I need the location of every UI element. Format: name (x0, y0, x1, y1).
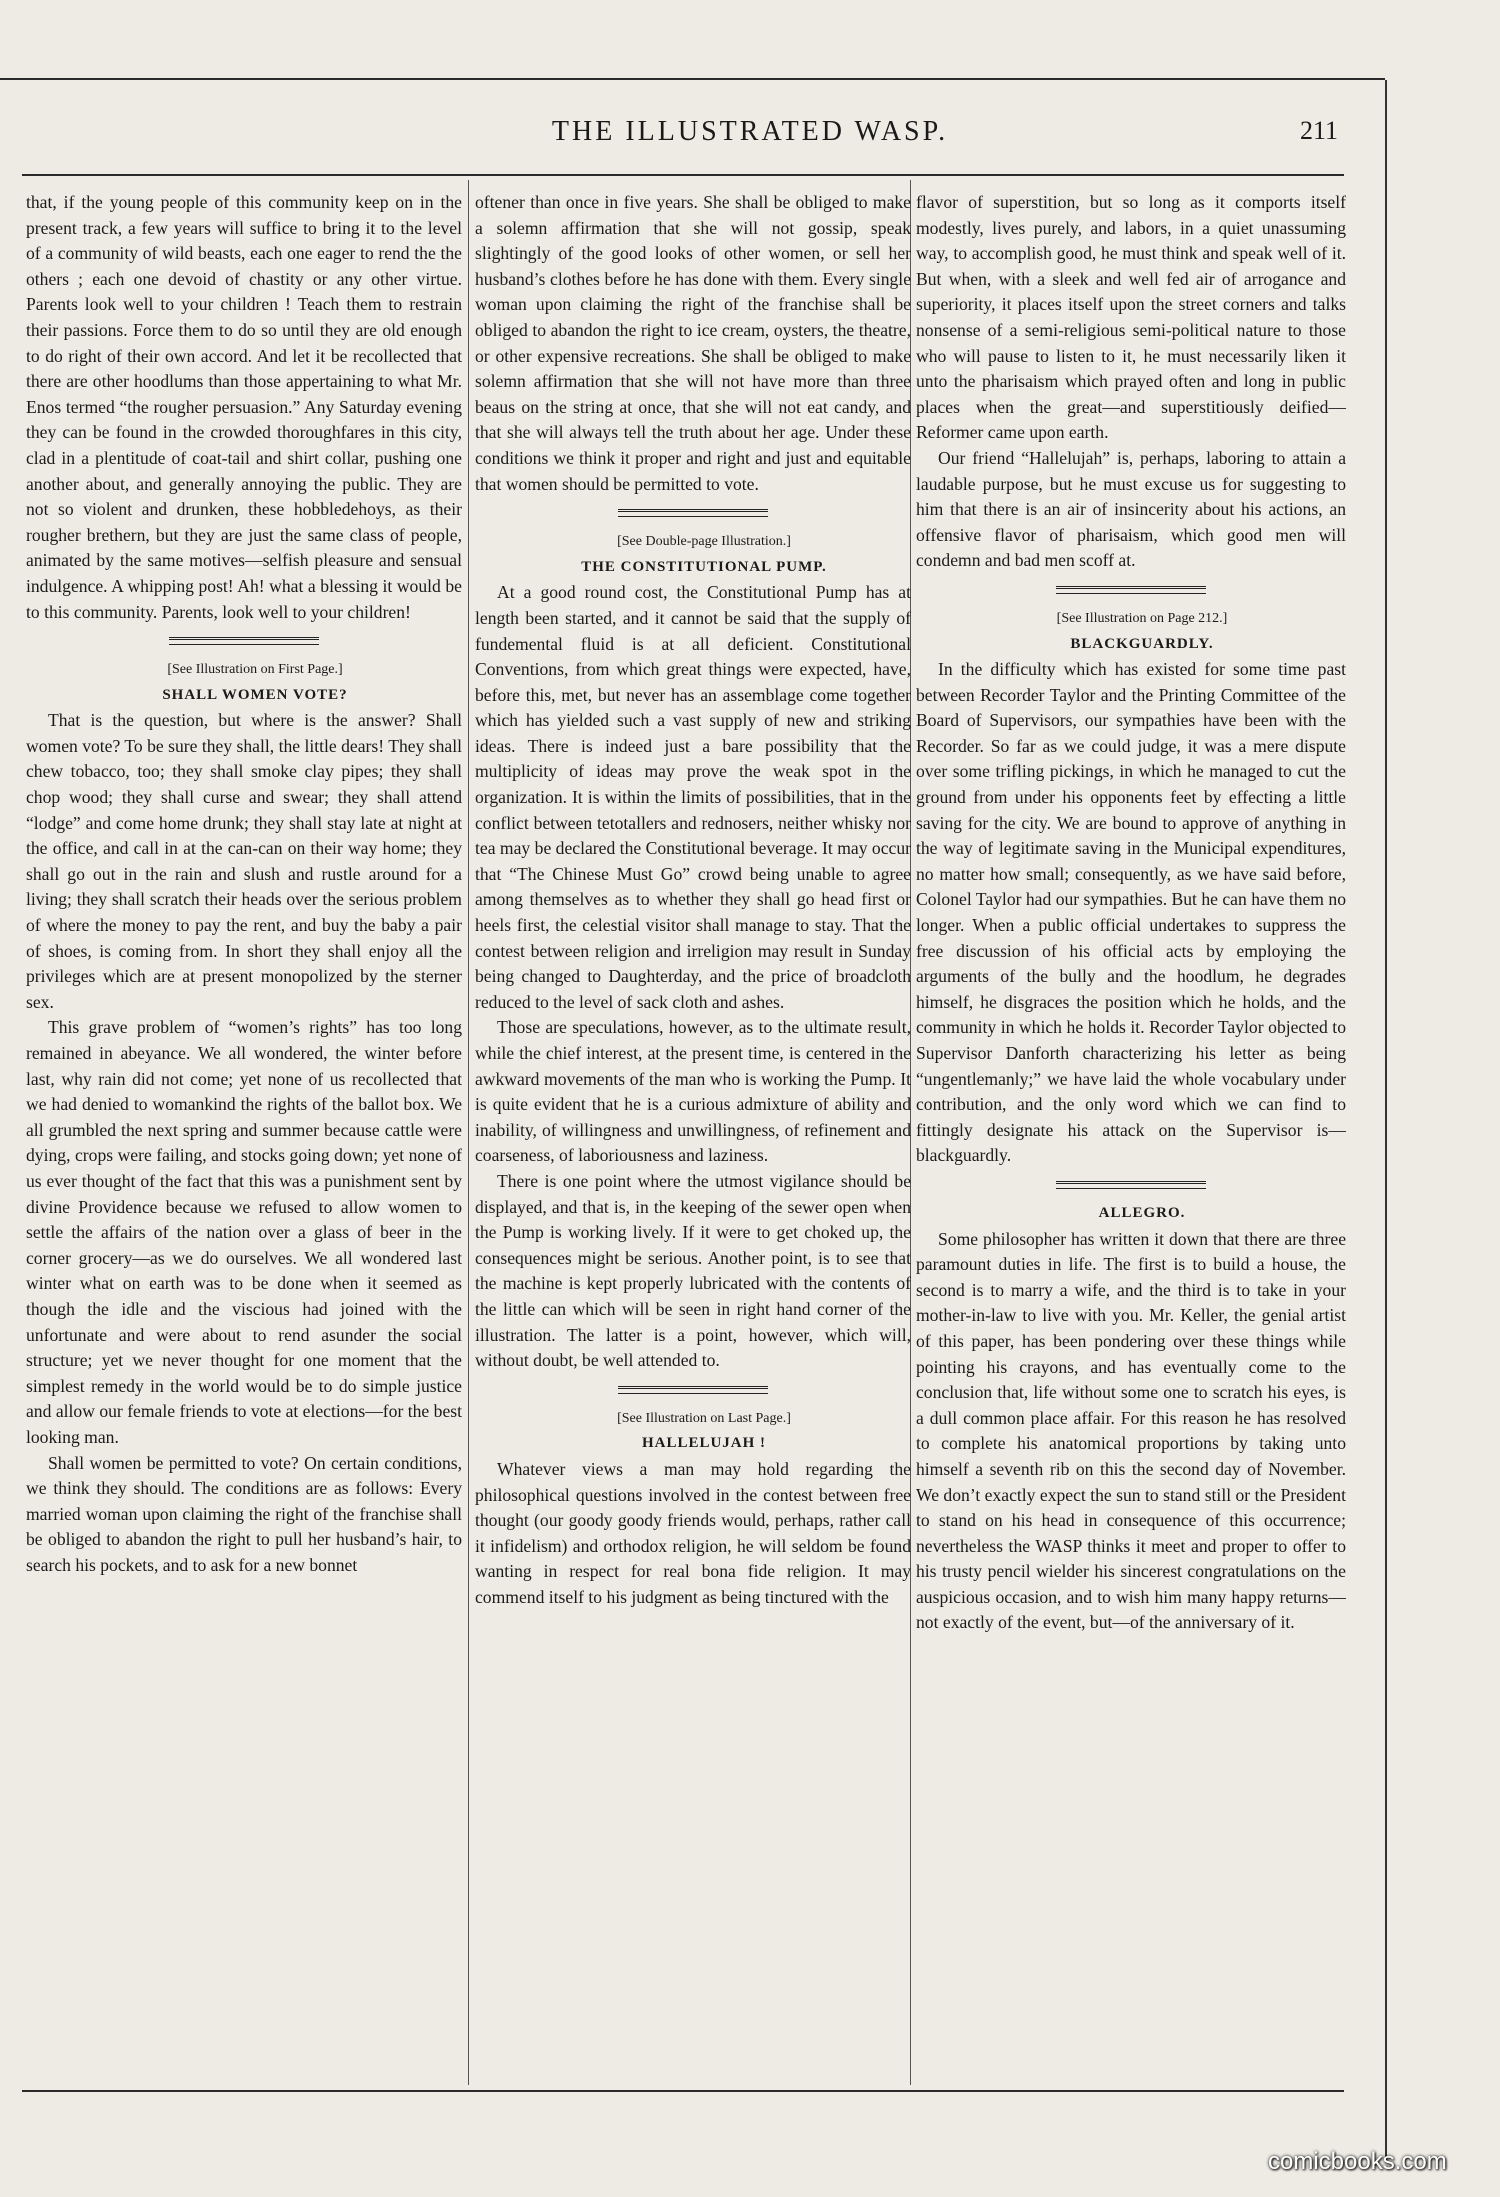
bottom-rule (22, 2090, 1344, 2092)
column-divider-1 (468, 180, 469, 2085)
article-heading-constitutional-pump: THE CONSTITUTIONAL PUMP. (581, 558, 827, 575)
article-paragraph: Whatever views a man may hold regarding the philosophical questions involved in the contest between free thought (our goody goody friends would, perhaps, rather call it infidelism) and orthodox religion, he will seldom be found wanting in respect for real bona fide religion. It may commend itself to his judgment as being tinctured with the (475, 1458, 911, 1607)
column-3 (916, 190, 1346, 1636)
section-separator (618, 509, 768, 517)
article-heading-shall-women-vote: SHALL WOMEN VOTE? (162, 686, 348, 703)
masthead-title: THE ILLUSTRATED WASP. (551, 116, 949, 147)
column-2 (475, 190, 911, 1610)
section-separator (618, 1386, 768, 1394)
article-paragraph: Shall women be permitted to vote? On certain conditions, we think they should. The conditions are as follows: Every married woman upon claiming the right of the franchise shall be obliged to abandon the right to pull her husband’s hair, to search his pockets, and to ask for a new bonnet (26, 1452, 462, 1575)
article-heading-hallelujah: HALLELUJAH ! (641, 1435, 767, 1452)
masthead (0, 112, 1500, 162)
article-paragraph: that, if the young people of this community keep on in the present track, a few years will suffice to bring it to the level of a community of wild beasts, each one eager to rend the the others ; each one devoid of chastity or any other virtue. Parents look well to your children ! Teach them to restrain their passions. Force them to do so until they are old enough to do right of their own accord. And let it be recollected that there are other hoodlums than those appertaining to what Mr. Enos termed “the rougher persuasion.” Any Saturday evening they can be found in the crowded thoroughfares in this city, clad in a plentitude of coat-tail and shirt collar, pushing one another about, and generally annoying the public. They are not so violent and drunken, these hobbledehoys, as their rougher brethern, but they are just the same class of people, animated by the same motives—selfish pleasure and sensual indulgence. A whipping post! Ah! what a blessing it would be to this community. Parents, look well to your children! (26, 192, 462, 622)
masthead-rule (22, 174, 1344, 176)
section-separator (1056, 1181, 1206, 1189)
article-paragraph: In the difficulty which has existed for some time past between Recorder Taylor and the Printing Committee of the Board of Supervisors, our sympathies have been with the Recorder. So far as we could judge, it was a mere dispute over some trifling pickings, in which he managed to cut the ground from under his opponents feet by effecting a little saving for the city. We are bound to approve of anything in the way of legitimate saving in the Municipal expenditures, no matter how small; consequently, as we have said before, Colonel Taylor had our sympathies. But he can have them no longer. When a public official undertakes to suppress the free discussion of his official acts by employing the arguments of the bully and the hoodlum, he degrades himself, he disgraces the position which he holds, and the community in which he holds it. Recorder Taylor objected to Supervisor Danforth characterizing his letter as being “ungentlemanly;” we have laid the whole vocabulary under contribution, and the only word which we can find to fittingly designate his attack on the Supervisor is—blackguardly. (916, 659, 1346, 1166)
article-paragraph: Some philosopher has written it down that there are three paramount duties in life. The first is to build a house, the second is to marry a wife, and the third is to take in your mother-in-law to live with you. Mr. Keller, the genial artist of this paper, has been pondering over these things while pointing his crayons, and has eventually come to the conclusion that, life without some one to scratch his eyes, is a dull common place affair. For this reason he has resolved to complete his anatomical proportions by taking unto himself a seventh rib on this the second day of November. We don’t exactly expect the sun to stand still or the President to stand on his head in consequence of this occurrence; nevertheless the WASP thinks it meet and proper to offer to his trusty pencil wielder his sincerest congratulations on the auspicious occasion, and to wish him many happy returns—not exactly of the event, but—of the anniversary of it. (916, 1228, 1346, 1633)
article-paragraph: There is one point where the utmost vigilance should be displayed, and that is, in the keeping of the sewer open when the Pump is working lively. If it were to get choked up, the consequences might be serious. Another point, is to see that the machine is kept properly lubricated with the contents of the little can which will be seen in right hand corner of the illustration. The latter is a point, however, which will, without doubt, be well attended to. (475, 1170, 911, 1371)
article-paragraph: flavor of superstition, but so long as it comports itself modestly, lives purely, and labors, in a quiet unassuming way, to accomplish good, he must think and speak well of it. But when, with a sleek and well fed air of arrogance and superiority, it places itself upon the street corners and talks nonsense of a semi-religious semi-political nature to those who will pause to listen to it, he must necessarily liken it unto the pharisaism which prayed often and long in public places when the great—and superstitiously deified—Reformer came upon earth. (916, 192, 1346, 443)
section-separator (1056, 586, 1206, 594)
article-paragraph: Those are speculations, however, as to the ultimate result, while the chief interest, at the present time, is centered in the awkward movements of the man who is working the Pump. It is quite evident that he is a curious admixture of ability and inability, of willingness and unwillingness, of refinement and coarseness, of laboriousness and laziness. (475, 1017, 911, 1166)
illustration-reference: [See Double-page Illustration.] (617, 534, 791, 550)
top-border-rule (0, 78, 1385, 80)
illustration-reference: [See Illustration on Last Page.] (617, 1410, 791, 1426)
illustration-reference: [See Illustration on First Page.] (167, 662, 343, 678)
watermark-logo: comicbooks.com (1268, 2148, 1447, 2175)
article-paragraph: oftener than once in five years. She shall be obliged to make a solemn affirmation that she will not gossip, speak slightingly of the good looks of other women, or sell her husband’s clothes before he has done with them. Every single woman upon claiming the right of the franchise shall be obliged to abandon the right to ice cream, oysters, the theatre, or other expensive recreations. She shall be obliged to make solemn affirmation that she will not have more than three beaus on the string at once, that she will not eat candy, and that she will always tell the truth about her age. Under these conditions we think it proper and right and just and equitable that women should be permitted to vote. (475, 192, 911, 494)
illustration-reference: [See Illustration on Page 212.] (1056, 610, 1228, 626)
article-paragraph: At a good round cost, the Constitutional Pump has at length been started, and it cannot be said that the supply of fundemental fluid is at all deficient. Constitutional Conventions, from which great things were expected, have, before this, met, but never has an assemblage come together which has yielded such a vast supply of new and striking ideas. There is indeed just a bare possibility that the multiplicity of ideas may prove the weak spot in the organization. It is within the limits of possibilities, that in the conflict between tetotallers and rednosers, neither whisky nor tea may be declared the Constitutional beverage. It may occur that “The Chinese Must Go” crowd being unable to agree among themselves as to whether they shall go head first or heels first, the celestial visitor shall manage to stay. That the contest between religion and irreligion may result in Sunday being changed to Daughterday, and the price of broadcloth reduced to the level of sack cloth and ashes. (475, 582, 911, 1012)
article-paragraph: This grave problem of “women’s rights” has too long remained in abeyance. We all wondered, the winter before last, why rain did not come; yet none of us recollected that we had denied to womankind the rights of the ballot box. We all grumbled the next spring and summer because cattle were dying, crops were failing, and stocks going down; yet none of us ever thought of the fact that this was a punishment sent by divine Providence because we refused to allow women to settle the affairs of the nation over a glass of beer in the corner grocery—as we do ourselves. We all wondered last winter what on earth was to be done when it seemed as though the idle and the viscious had joined with the unfortunate and were about to rend asunder the social structure; yet we never thought for one moment that the simplest remedy in the world would be to do simple justice and allow our female friends to vote at elections—for the best looking man. (26, 1017, 462, 1447)
column-1 (26, 190, 462, 1578)
article-heading-blackguardly: BLACKGUARDLY. (1070, 635, 1214, 652)
right-border-rule (1385, 80, 1387, 2160)
article-heading-allegro: ALLEGRO. (1098, 1204, 1186, 1221)
article-paragraph: That is the question, but where is the answer? Shall women vote? To be sure they shall, the little dears! They shall chew tobacco, too; they shall smoke clay pipes; they shall chop wood; they shall curse and swear; they shall attend “lodge” and come home drunk; they shall stay late at night at the office, and call in at the can-can on their way home; they shall go out in the rain and slush and rustle around for a living; they shall scratch their heads over the serious problem of where the money to pay the rent, and buy the baby a pair of shoes, is coming from. In short they shall enjoy all the privileges which are at present monopolized by the sterner sex. (26, 710, 462, 1012)
page-number: 211 (1300, 116, 1339, 145)
section-separator (169, 637, 319, 645)
article-paragraph: Our friend “Hallelujah” is, perhaps, laboring to attain a laudable purpose, but he must excuse us for suggesting to him that there is an air of insincerity about his actions, an offensive flavor of pharisaism, which good men will condemn and bad men scoff at. (916, 447, 1346, 571)
